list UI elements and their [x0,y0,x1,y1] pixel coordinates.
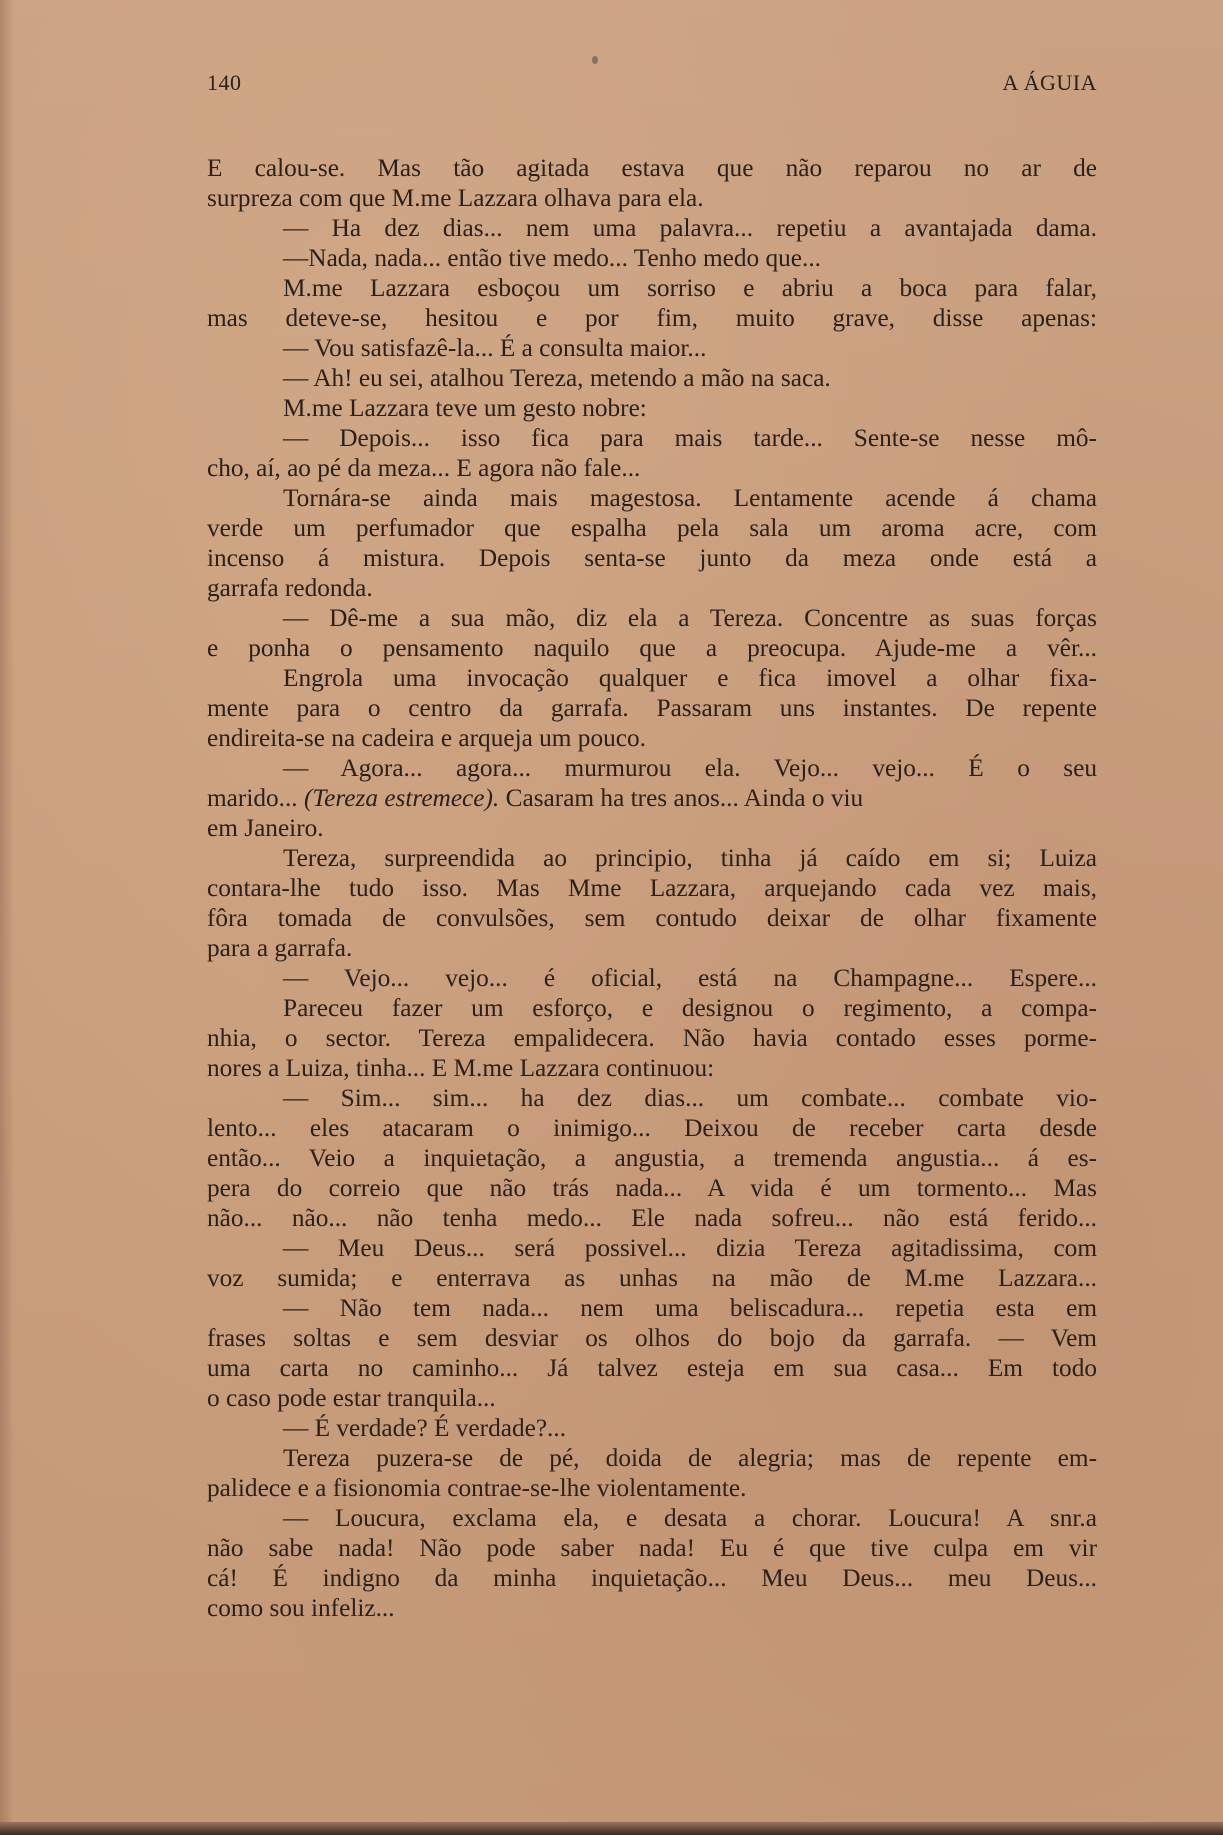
text-line: e ponha o pensamento naquilo que a preocupa. Ajude-me a vêr... [207,634,1097,662]
text-line: — Ha dez dias... nem uma palavra... repetiu a avantajada dama. [283,214,1097,242]
text-line: mente para o centro da garrafa. Passaram uns instantes. De repente [207,694,1097,722]
text-line: — Ah! eu sei, atalhou Tereza, metendo a mão na saca. [283,364,831,392]
text-line: — Vejo... vejo... é oficial, está na Champagne... Espere... [283,964,1097,992]
text-line: Pareceu fazer um esforço, e designou o regimento, a compa- [283,994,1097,1022]
text-line: endireita-se na cadeira e arqueja um pouco. [207,724,646,752]
page-number: 140 [207,70,242,95]
text-line: — Dê-me a sua mão, diz ela a Tereza. Concentre as suas forças [283,604,1097,632]
text-line: não... não... não tenha medo... Ele nada sofreu... não está ferido... [207,1204,1097,1232]
text-line-mixed [207,783,1097,813]
text-line: pera do correio que não trás nada... A vida é um tormento... Mas [207,1174,1097,1202]
ink-spot [592,56,598,64]
text-line: nhia, o sector. Tereza empalidecera. Não havia contado esses porme- [207,1024,1097,1052]
text-line: garrafa redonda. [207,574,373,602]
text-line: voz sumida; e enterrava as unhas na mão de M.me Lazzara... [207,1264,1097,1292]
text-line: nores a Luiza, tinha... E M.me Lazzara continuou: [207,1054,715,1082]
text-line: verde um perfumador que espalha pela sala um aroma acre, com [207,514,1097,542]
text-line: como sou infeliz... [207,1594,395,1622]
running-title: A ÁGUIA [1002,70,1097,95]
text-line: —Nada, nada... então tive medo... Tenho medo que... [283,244,821,272]
text-line: em Janeiro. [207,814,324,842]
text-line: — Meu Deus... será possivel... dizia Tereza agitadissima, com [283,1234,1097,1262]
text-line: incenso á mistura. Depois senta-se junto da meza onde está a [207,544,1097,572]
text-line: — Não tem nada... nem uma beliscadura... repetia esta em [283,1294,1097,1322]
text-line: — Agora... agora... murmurou ela. Vejo... vejo... É o seu [283,754,1097,782]
text-fragment: Casaram ha tres anos... Ainda o viu [505,784,864,812]
text-line: uma carta no caminho... Já talvez esteja em sua casa... Em todo [207,1354,1097,1382]
text-line: contara-lhe tudo isso. Mas Mme Lazzara, arquejando cada vez mais, [207,874,1097,902]
text-line: surpreza com que M.me Lazzara olhava para ela. [207,184,704,212]
text-line: M.me Lazzara teve um gesto nobre: [283,394,647,422]
text-line: não sabe nada! Não pode saber nada! Eu é que tive culpa em vir [207,1534,1097,1562]
text-line: cá! É indigno da minha inquietação... Meu Deus... meu Deus... [207,1564,1097,1592]
text-line: então... Veio a inquietação, a angustia, a tremenda angustia... á es- [207,1144,1097,1172]
text-line: Tereza puzera-se de pé, doida de alegria; mas de repente em- [283,1444,1097,1472]
text-line: cho, aí, ao pé da meza... E agora não fale... [207,454,641,482]
page-edge-shadow [0,0,14,1835]
text-line: M.me Lazzara esboçou um sorriso e abriu a boca para falar, [283,274,1097,302]
text-line: — É verdade? É verdade?... [283,1414,567,1442]
text-line: mas deteve-se, hesitou e por fim, muito grave, disse apenas: [207,304,1097,332]
text-line: — Depois... isso fica para mais tarde... Sente-se nesse mô- [283,424,1097,452]
page-header [207,70,1097,100]
text-line: o caso pode estar tranquila... [207,1384,496,1412]
text-line: Tornára-se ainda mais magestosa. Lentamente acende á chama [283,484,1097,512]
text-line: palidece e a fisionomia contrae-se-lhe violentamente. [207,1474,747,1502]
text-line: para a garrafa. [207,934,353,962]
italic-stage-direction: (Tereza estremece). [303,784,500,812]
page-bottom-edge [0,1822,1223,1835]
text-line: — Loucura, exclama ela, e desata a chorar. Loucura! A snr.a [283,1504,1097,1532]
text-line: lento... eles atacaram o inimigo... Deixou de receber carta desde [207,1114,1097,1142]
body-text [207,153,1097,1623]
text-fragment: marido... [207,784,298,812]
text-line: Engrola uma invocação qualquer e fica imovel a olhar fixa- [283,664,1097,692]
text-line: fôra tomada de convulsões, sem contudo deixar de olhar fixamente [207,904,1097,932]
text-line: — Sim... sim... ha dez dias... um combate... combate vio- [283,1084,1097,1112]
text-line: Tereza, surpreendida ao principio, tinha já caído em si; Luiza [283,844,1097,872]
text-line: — Vou satisfazê-la... É a consulta maior... [283,334,707,362]
text-line: frases soltas e sem desviar os olhos do bojo da garrafa. — Vem [207,1324,1097,1352]
text-line: E calou-se. Mas tão agitada estava que não reparou no ar de [207,154,1097,182]
